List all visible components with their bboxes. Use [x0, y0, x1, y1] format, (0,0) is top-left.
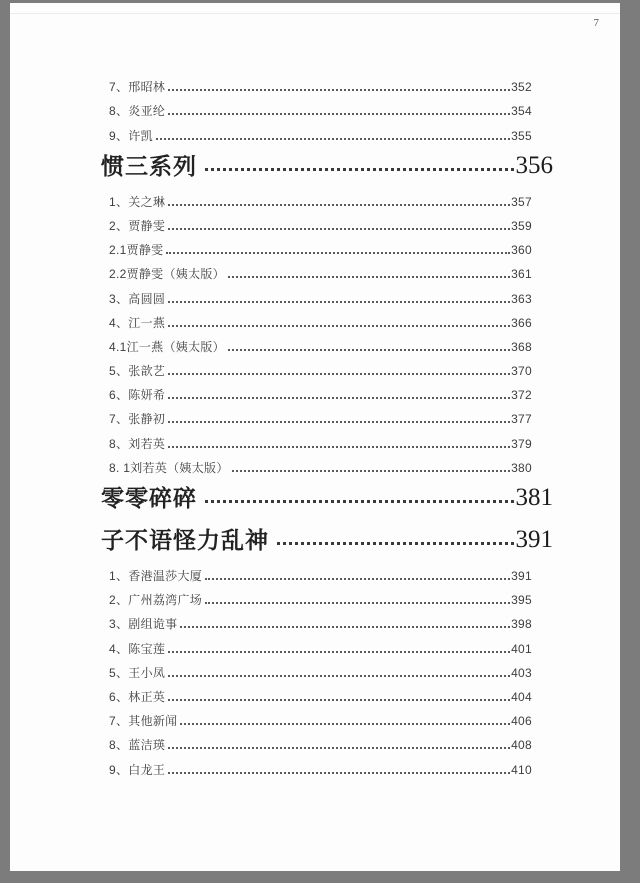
toc-page-number: 356: [515, 151, 553, 179]
dot-leader: [277, 542, 514, 545]
toc-entry-title: 6、陈妍希: [109, 388, 166, 403]
toc-heading-title: 零零碎碎: [101, 484, 197, 511]
toc-entry: [109, 426, 532, 450]
toc-entry: [109, 607, 532, 631]
toc-page-number: 410: [511, 762, 532, 777]
page-number-folio: 7: [593, 17, 599, 29]
toc-entry: [109, 704, 532, 728]
toc-page-number: 406: [511, 714, 532, 729]
toc-page-number: 391: [511, 569, 532, 583]
dot-leader: [168, 772, 510, 774]
dot-leader: [156, 138, 510, 140]
toc-list: [10, 3, 620, 777]
dot-leader: [168, 373, 510, 375]
toc-entry-title: 3、高圆圆: [109, 291, 166, 306]
toc-entry: [109, 257, 532, 281]
toc-page-number: 381: [515, 483, 553, 511]
toc-page-number: 408: [511, 738, 532, 753]
dot-leader: [228, 349, 510, 351]
toc-page-number: 366: [511, 315, 532, 330]
toc-entry: [109, 94, 532, 118]
toc-entry-title: 1、香港温莎大厦: [109, 569, 203, 583]
toc-entry-title: 8. 1刘若英（姨太版）: [109, 460, 229, 475]
dot-leader: [168, 325, 510, 327]
toc-entry-title: 9、白龙王: [109, 762, 166, 777]
toc-page-number: 352: [511, 80, 532, 95]
document-page: [10, 3, 620, 871]
toc-entry-title: 4、陈宝莲: [109, 641, 166, 656]
toc-page-number: 360: [511, 243, 532, 258]
toc-entry-title: 5、张歆艺: [109, 364, 166, 379]
toc-entry-title: 2、贾静雯: [109, 218, 166, 233]
toc-page-number: 377: [511, 412, 532, 427]
toc-entry-title: 2.2贾静雯（姨太版）: [109, 267, 225, 282]
dot-leader: [205, 500, 514, 503]
toc-page-number: 363: [511, 291, 532, 306]
dot-leader: [168, 675, 510, 677]
toc-page-number: 398: [511, 617, 532, 632]
toc-page-number: 361: [511, 267, 532, 282]
toc-entry-title: 7、邢昭林: [109, 80, 166, 95]
dot-leader: [168, 747, 510, 749]
toc-entry-title: 7、其他新闻: [109, 714, 178, 729]
dot-leader: [205, 168, 514, 171]
toc-page-number: 391: [515, 525, 553, 553]
toc-entry: [109, 306, 532, 330]
toc-entry: [109, 70, 532, 94]
toc-page-number: 372: [511, 388, 532, 403]
toc-entry-title: 2、广州荔湾广场: [109, 593, 203, 608]
toc-entry: [109, 233, 532, 257]
toc-entry: [109, 728, 532, 752]
toc-entry-title: 6、林正英: [109, 689, 166, 704]
toc-entry: [109, 656, 532, 680]
dot-leader: [168, 301, 510, 303]
dot-leader: [232, 470, 510, 472]
toc-entry-title: 2.1贾静雯: [109, 243, 164, 258]
toc-entry-title: 5、王小凤: [109, 665, 166, 680]
toc-page-number: 368: [511, 339, 532, 354]
dot-leader: [180, 723, 510, 725]
toc-entry: [109, 451, 532, 475]
toc-entry-title: 7、张静初: [109, 412, 166, 427]
dot-leader: [168, 651, 510, 653]
toc-page-number: 379: [511, 436, 532, 451]
dot-leader: [166, 252, 510, 254]
toc-entry: [109, 118, 532, 142]
toc-entry-title: 9、许凯: [109, 128, 153, 143]
toc-entry-title: 8、蓝洁瑛: [109, 738, 166, 753]
toc-page-number: 403: [511, 665, 532, 680]
toc-page-number: 395: [511, 593, 532, 608]
toc-entry: [109, 378, 532, 402]
toc-entry-title: 3、剧组诡事: [109, 617, 178, 632]
toc-entry-title: 4、江一燕: [109, 315, 166, 330]
toc-heading-title: 惯三系列: [101, 152, 197, 179]
dot-leader: [168, 446, 510, 448]
toc-page-number: 370: [511, 364, 532, 379]
dot-leader: [205, 578, 510, 580]
dot-leader: [168, 204, 510, 206]
toc-entry-title: 4.1江一燕（姨太版）: [109, 339, 225, 354]
toc-entry: [109, 330, 532, 354]
toc-entry: [109, 631, 532, 655]
dot-leader: [168, 699, 510, 701]
toc-page-number: 357: [511, 194, 532, 209]
dot-leader: [228, 276, 510, 278]
toc-section-heading: [101, 475, 553, 517]
toc-page-number: 355: [511, 128, 532, 143]
toc-entry-title: 8、炎亚纶: [109, 104, 166, 119]
toc-page-number: 380: [511, 460, 532, 475]
toc-entry: [109, 185, 532, 209]
dot-leader: [168, 113, 510, 115]
toc-entry: [109, 752, 532, 776]
dot-leader: [180, 626, 510, 628]
dot-leader: [168, 228, 510, 230]
dot-leader: [168, 421, 510, 423]
toc-entry: [109, 559, 532, 583]
toc-entry-title: 8、刘若英: [109, 436, 166, 451]
dot-leader: [205, 602, 510, 604]
toc-page-number: 359: [511, 218, 532, 233]
toc-entry: [109, 209, 532, 233]
toc-page-number: 354: [511, 104, 532, 119]
toc-section-heading: [101, 143, 553, 185]
toc-entry: [109, 583, 532, 607]
toc-heading-title: 子不语怪力乱神: [101, 526, 269, 553]
toc-entry: [109, 281, 532, 305]
toc-page-number: 401: [511, 641, 532, 656]
toc-section-heading: [101, 517, 553, 559]
dot-leader: [168, 89, 510, 91]
toc-entry-title: 1、关之琳: [109, 194, 166, 209]
toc-entry: [109, 354, 532, 378]
dot-leader: [168, 397, 510, 399]
toc-page-number: 404: [511, 689, 532, 704]
toc-entry: [109, 402, 532, 426]
toc-entry: [109, 680, 532, 704]
